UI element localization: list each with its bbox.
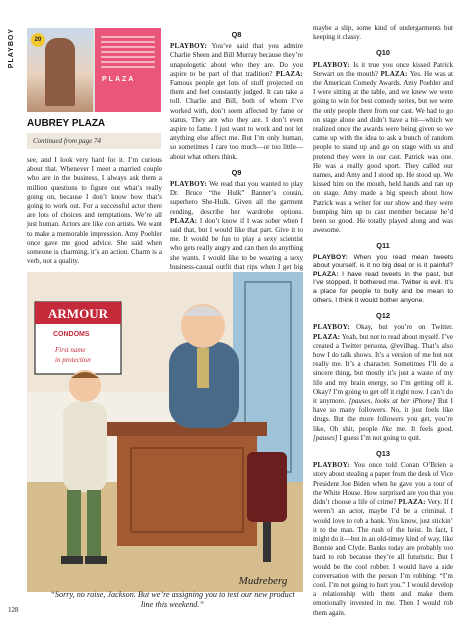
- question-number: Q12: [376, 311, 390, 321]
- spread-figure: [45, 38, 75, 106]
- speaker-label: PLAYBOY:: [313, 461, 350, 470]
- answer-text: Famous people get lots of stuff projected on them and feel constantly judged. It can take a toll. Charlie and Bill, both of whom I’ve worked with, don’t seem affected by fame or status. They are who they are. I don’t even aspire to fame. I just want to work and not let anything else affect me. But I’m only human, so sometimes I care too much—or too little—about what others think.: [170, 79, 303, 161]
- speaker-label: PLAZA:: [170, 216, 198, 225]
- speaker-label: PLAYBOY:: [313, 60, 350, 69]
- question-text: Is it true you once kissed Patrick Stewart on the mouth?: [313, 60, 454, 78]
- answer-text: Yeah, but not to read about myself. I’ve created a Twitter persona, @evilhag. That’s also how I do talk shows. It’s a version of me but not really me. It’s a character. Sometimes I’ll do a sincere thing, but mostly it’s just a waste of my life and my brain energy, so I’m getting off it. Okay? I’m going to get off it right now. I can’t do it anymore.: [313, 332, 453, 406]
- speaker-label: PLAZA:: [313, 332, 341, 341]
- speaker-label: PLAYBOY:: [313, 253, 349, 261]
- question-number: Q8: [231, 30, 242, 39]
- question-paragraph: [313, 461, 453, 617]
- poster-subtitle: CONDOMS: [53, 331, 90, 338]
- speaker-label: PLAYBOY:: [313, 323, 350, 332]
- answer-text: me. It feels good.: [396, 424, 454, 433]
- cartoonist-signature: Mudreberg: [238, 575, 288, 587]
- question-text: Okay, but you’re on Twitter.: [356, 323, 453, 332]
- question-text: You once told Conan O’Brien a story about stealing a paper from the desk of Vice President Joe Biden when he gave you a tour of the White House. How surprised are you that you didn’t choose a life of crime?: [313, 461, 454, 507]
- cartoon-illustration: [27, 272, 303, 592]
- speaker-label: PLAZA:: [275, 69, 303, 78]
- answer-text: I have read tweets in the past, but I’ve stopped. It bothered me. Twitter is evil. It’s a place for people to bully and be mean to others. I think it would bother anyone.: [313, 270, 454, 304]
- office-desk: [107, 422, 267, 546]
- poster-title: ARMOUR: [48, 306, 108, 321]
- spread-left-page: [27, 28, 93, 112]
- cartoon-drawing: [27, 272, 303, 592]
- spread-text-lines: [101, 36, 155, 70]
- question-paragraph: [313, 61, 453, 236]
- speaker-label: PLAYBOY:: [170, 180, 207, 189]
- cartoon-caption: “Sorry, no raise, Jackson. But we’re assigning you to test our new product line this weekend.”: [50, 590, 295, 609]
- question-number: Q10: [376, 48, 390, 58]
- poster-slogan-line2: in protection: [55, 356, 91, 364]
- question-paragraph: [170, 42, 303, 162]
- poster-slogan-line1: First name: [55, 346, 86, 354]
- column-3: [313, 24, 453, 622]
- spread-word: PLAZA: [102, 76, 136, 83]
- featured-spread-image: [27, 28, 161, 112]
- body-paragraph: see, and I look very hard for it. I’m curious about that. Whenever I meet a married couple who are in the business, I always ask them a million questions to figure out what’s really going on, because I don’t know how that’s going to work out. For a successful actor there are lots of choices and temptations. We’re all just human. Actors are like con artists. We want to make a memorable impression. Amy Poehler once gave me good advice. She said when someone is charming, it’s an action. Charm is a verb, not a quality.: [27, 156, 162, 266]
- question-number: Q11: [376, 241, 390, 251]
- speaker-label: PLAYBOY:: [170, 42, 207, 51]
- question-number: Q13: [376, 449, 390, 459]
- speaker-label: PLAZA:: [380, 69, 408, 78]
- spread-right-page: [95, 28, 161, 112]
- question-text: We read that you wanted to play Dr. Bruce “the Hulk” Banner’s cousin, superhero She-Hulk. Given all the garment rending, describe her wardrobe options.: [170, 180, 304, 216]
- answer-text: Yes. He was at the American Comedy Awards. Amy Poehler and I were sitting at the table, and we knew we were going to win for best comedy series, but we were the only people there from our cast. We had to go on stage alone and didn’t have a bit—which we realized once the awards were being given so we came up with the idea to ask a bunch of random people to stand up and go on stage with us and pretend they were in our cast. Patrick was one. He was a really good sport. They called our names, and Amy and I stood up. He stood up. We kissed him on the mouth, held hands and ran up on stage. Amy made a big speech about how Patrick was a writer for our show and they were bumping him up to cast member because he’d been so good. He totally played along and was awesome.: [313, 69, 453, 235]
- spread-badge: 20: [31, 33, 45, 47]
- interview-subject: AUBREY PLAZA: [27, 118, 106, 129]
- question-text: When you read mean tweets about yourself, is it no big deal or is it painful?: [313, 253, 453, 270]
- answer-text: I don’t know if I was sober when I said that, but I would like that part. Give it to me. It would be fun to play a sexy scientist who gets really angry and can then do anything she wants. I would like to be wearing a sexy business-casual outfit that rips when I get big: [170, 216, 303, 271]
- speaker-label: PLAZA:: [398, 498, 426, 507]
- emphasis: like: [381, 424, 392, 433]
- speaker-label: PLAZA:: [313, 270, 339, 278]
- answer-text: I guess I’m not going to quit.: [339, 433, 421, 442]
- condom-poster: [35, 302, 121, 374]
- continued-from: Continued from page 74: [27, 133, 161, 149]
- stage-direction: [pauses]: [313, 433, 338, 442]
- question-number: Q9: [231, 167, 242, 177]
- body-paragraph: maybe a slip, some kind of undergarments but keeping it classy.: [313, 24, 453, 42]
- question-text: You’ve said that you admire Charlie Sheen and Bill Murray because they’re unapologetic about who they are. Do you aspire to be part of that tradition?: [170, 42, 303, 78]
- question-paragraph: [313, 323, 453, 443]
- column-1: [27, 156, 162, 270]
- answer-text: But I have so many followers. No, it just feels like drugs. But the more followers you get, you’re like, Oh shit, people: [313, 397, 454, 433]
- magazine-brand: PLAYBOY: [8, 28, 15, 69]
- column-2: [170, 24, 303, 304]
- page-number: 128: [8, 606, 19, 614]
- stage-direction: [pauses, looks at her iPhone]: [348, 397, 436, 406]
- question-paragraph: [313, 254, 453, 306]
- answer-text: Very. If I weren’t an actor, maybe I’d be a criminal. I would love to rob a bank. You know, just stickin’ it to the man. The rush of the heist. In fact, I might do it—but in an old-timey kind of way, like Bonnie and Clyde. Banks today are probably too hard to rob because they’re all futuristic. But I would be the cool robber. I would have a side conversation with the person I’m robbing: “I’m cool. I’m not going to hurt you.” I would develop a relationship with them and make them emotionally invested in me. Then I would rob them again.: [313, 498, 453, 617]
